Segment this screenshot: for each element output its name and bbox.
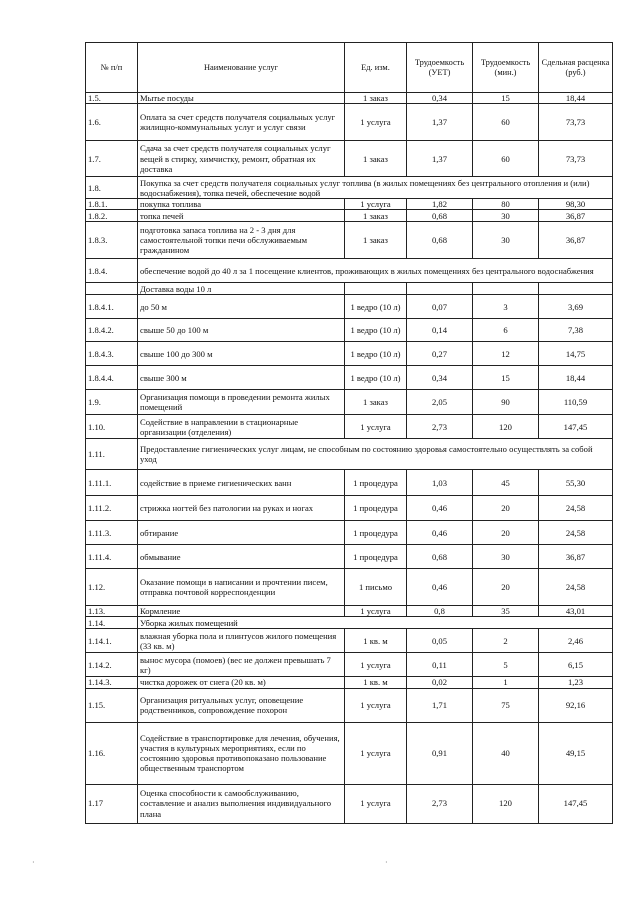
row-price: 36,87 (539, 222, 613, 259)
row-price: 7,38 (539, 319, 613, 342)
row-number: 1.15. (86, 688, 138, 722)
table-row (86, 222, 613, 259)
row-service-name: свыше 50 до 100 м (138, 319, 345, 342)
row-service-name: чистка дорожек от снега (20 кв. м) (138, 677, 345, 688)
row-price: 14,75 (539, 342, 613, 366)
row-unit: 1 заказ (345, 222, 407, 259)
table-row (86, 629, 613, 653)
row-minutes: 30 (473, 545, 539, 569)
row-price: 18,44 (539, 93, 613, 104)
table-row (86, 722, 613, 784)
row-service-name: обмывание (138, 545, 345, 569)
scan-mark: · (385, 858, 388, 867)
row-section-title: Предоставление гигиенических услуг лицам, не способным по состоянию здоровья самостоятельно осуществлять за собой уход (138, 439, 613, 470)
row-unit: 1 услуга (345, 199, 407, 210)
row-minutes: 40 (473, 722, 539, 784)
row-number: 1.9. (86, 390, 138, 415)
table-row (86, 521, 613, 545)
row-minutes: 20 (473, 521, 539, 545)
header-min: Трудоемкость (мин.) (473, 43, 539, 93)
row-uet: 0,05 (407, 629, 473, 653)
row-number: 1.8.4.1. (86, 295, 138, 319)
row-unit: 1 услуга (345, 104, 407, 141)
row-unit: 1 письмо (345, 569, 407, 606)
row-price: 98,30 (539, 199, 613, 210)
table-row (86, 141, 613, 177)
row-uet: 0,68 (407, 210, 473, 222)
row-uet: 2,73 (407, 415, 473, 439)
table-row (86, 283, 613, 295)
row-unit: 1 ведро (10 л) (345, 366, 407, 390)
row-number: 1.11. (86, 439, 138, 470)
table-row (86, 177, 613, 199)
row-price: 18,44 (539, 366, 613, 390)
row-number: 1.8.4.3. (86, 342, 138, 366)
row-price: 1,23 (539, 677, 613, 688)
row-minutes: 120 (473, 784, 539, 823)
row-number: 1.16. (86, 722, 138, 784)
row-number: 1.13. (86, 606, 138, 617)
row-service-name: Мытье посуды (138, 93, 345, 104)
row-number: 1.17 (86, 784, 138, 823)
row-minutes: 20 (473, 569, 539, 606)
row-unit: 1 услуга (345, 722, 407, 784)
row-number: 1.14. (86, 617, 138, 629)
row-uet: 0,14 (407, 319, 473, 342)
row-price: 110,59 (539, 390, 613, 415)
row-uet: 0,02 (407, 677, 473, 688)
table-row (86, 342, 613, 366)
row-service-name: Сдача за счет средств получателя социальных услуг вещей в стирку, химчистку, ремонт, обратная их доставка (138, 141, 345, 177)
row-uet: 0,27 (407, 342, 473, 366)
table-row (86, 295, 613, 319)
row-unit: 1 заказ (345, 210, 407, 222)
row-uet: 1,37 (407, 141, 473, 177)
row-price: 24,58 (539, 496, 613, 521)
row-minutes: 15 (473, 93, 539, 104)
row-unit: 1 ведро (10 л) (345, 319, 407, 342)
row-price: 24,58 (539, 569, 613, 606)
row-unit: 1 заказ (345, 93, 407, 104)
row-minutes: 2 (473, 629, 539, 653)
row-uet: 1,03 (407, 470, 473, 496)
row-section-title: обеспечение водой до 40 л за 1 посещение клиентов, проживающих в жилых помещениях без центрального водоснабжения (138, 259, 613, 283)
header-name: Наименование услуг (138, 43, 345, 93)
row-number: 1.11.3. (86, 521, 138, 545)
row-unit: 1 кв. м (345, 677, 407, 688)
row-uet: 2,73 (407, 784, 473, 823)
row-service-name: содействие в приеме гигиенических ванн (138, 470, 345, 496)
row-number: 1.8.4.4. (86, 366, 138, 390)
row-unit: 1 процедура (345, 496, 407, 521)
table-row (86, 784, 613, 823)
table-row (86, 199, 613, 210)
row-minutes: 6 (473, 319, 539, 342)
row-price: 73,73 (539, 104, 613, 141)
row-uet: 0,46 (407, 521, 473, 545)
row-number: 1.11.1. (86, 470, 138, 496)
row-service-name: Оказание помощи в написании и прочтении писем, отправка почтовой корреспонденции (138, 569, 345, 606)
row-unit: 1 ведро (10 л) (345, 295, 407, 319)
row-minutes: 80 (473, 199, 539, 210)
table-row (86, 606, 613, 617)
row-minutes: 60 (473, 104, 539, 141)
row-number: 1.7. (86, 141, 138, 177)
row-price: 147,45 (539, 784, 613, 823)
header-price: Сдельная расценка (руб.) (539, 43, 613, 93)
row-unit: 1 кв. м (345, 629, 407, 653)
row-minutes: 60 (473, 141, 539, 177)
row-unit: 1 услуга (345, 688, 407, 722)
row-service-name: Доставка воды 10 л (138, 283, 345, 295)
row-price: 92,16 (539, 688, 613, 722)
table-row (86, 677, 613, 688)
row-price: 36,87 (539, 545, 613, 569)
table-row (86, 653, 613, 677)
row-service-name: обтирание (138, 521, 345, 545)
row-minutes (473, 283, 539, 295)
row-uet: 1,82 (407, 199, 473, 210)
table-row (86, 210, 613, 222)
row-price: 3,69 (539, 295, 613, 319)
row-uet: 0,68 (407, 222, 473, 259)
table-row (86, 688, 613, 722)
row-number: 1.12. (86, 569, 138, 606)
row-minutes: 5 (473, 653, 539, 677)
row-service-name: топка печей (138, 210, 345, 222)
row-number: 1.8.1. (86, 199, 138, 210)
row-minutes: 3 (473, 295, 539, 319)
row-price: 36,87 (539, 210, 613, 222)
row-minutes: 120 (473, 415, 539, 439)
row-minutes: 30 (473, 210, 539, 222)
table-row (86, 93, 613, 104)
row-price: 55,30 (539, 470, 613, 496)
row-service-name: Содействие в транспортировке для лечения, обучения, участия в культурных мероприятиях, если по состоянию здоровья противопоказано пользование общественным транспортом (138, 722, 345, 784)
row-price: 6,15 (539, 653, 613, 677)
row-uet: 0,46 (407, 569, 473, 606)
row-minutes: 15 (473, 366, 539, 390)
table-row (86, 439, 613, 470)
row-number: 1.5. (86, 93, 138, 104)
row-number (86, 283, 138, 295)
header-unit: Ед. изм. (345, 43, 407, 93)
row-minutes: 45 (473, 470, 539, 496)
row-service-name: стрижка ногтей без патологии на руках и ногах (138, 496, 345, 521)
row-price: 147,45 (539, 415, 613, 439)
row-unit: 1 услуга (345, 606, 407, 617)
row-service-name: свыше 100 до 300 м (138, 342, 345, 366)
row-unit: 1 заказ (345, 390, 407, 415)
row-number: 1.8.2. (86, 210, 138, 222)
row-number: 1.6. (86, 104, 138, 141)
row-unit: 1 процедура (345, 470, 407, 496)
row-price: 49,15 (539, 722, 613, 784)
row-unit (345, 283, 407, 295)
table-row (86, 366, 613, 390)
header-row (86, 43, 613, 93)
row-uet: 2,05 (407, 390, 473, 415)
row-number: 1.11.2. (86, 496, 138, 521)
row-number: 1.11.4. (86, 545, 138, 569)
table-row (86, 496, 613, 521)
row-unit: 1 процедура (345, 545, 407, 569)
row-number: 1.10. (86, 415, 138, 439)
row-uet (407, 283, 473, 295)
row-uet: 0,8 (407, 606, 473, 617)
row-unit: 1 услуга (345, 415, 407, 439)
row-number: 1.8.4. (86, 259, 138, 283)
row-service-name: вынос мусора (помоев) (вес не должен превышать 7 кг) (138, 653, 345, 677)
row-service-name: до 50 м (138, 295, 345, 319)
scan-mark: · (32, 858, 35, 867)
header-num: № п/п (86, 43, 138, 93)
row-uet: 0,07 (407, 295, 473, 319)
table-row (86, 545, 613, 569)
row-uet: 1,37 (407, 104, 473, 141)
row-price: 73,73 (539, 141, 613, 177)
row-minutes: 1 (473, 677, 539, 688)
row-service-name: Кормление (138, 606, 345, 617)
header-uet: Трудоемкость (УЕТ) (407, 43, 473, 93)
row-uet: 0,68 (407, 545, 473, 569)
row-service-name: влажная уборка пола и плинтусов жилого помещения (33 кв. м) (138, 629, 345, 653)
row-uet: 0,91 (407, 722, 473, 784)
row-section-title: Уборка жилых помещений (138, 617, 613, 629)
row-minutes: 20 (473, 496, 539, 521)
row-service-name: Оплата за счет средств получателя социальных услуг жилищно-коммунальных услуг и услуг связи (138, 104, 345, 141)
row-service-name: свыше 300 м (138, 366, 345, 390)
row-service-name: Организация помощи в проведении ремонта жилых помещений (138, 390, 345, 415)
row-unit: 1 процедура (345, 521, 407, 545)
row-minutes: 12 (473, 342, 539, 366)
row-service-name: подготовка запаса топлива на 2 - 3 дня для самостоятельной топки печи обслуживаемым гражданином (138, 222, 345, 259)
row-minutes: 35 (473, 606, 539, 617)
row-section-title: Покупка за счет средств получателя социальных услуг топлива (в жилых помещениях без центрального отопления и (или) водоснабжения), топка печей, обеспечение водой (138, 177, 613, 199)
row-minutes: 75 (473, 688, 539, 722)
table-row (86, 390, 613, 415)
row-number: 1.8. (86, 177, 138, 199)
row-unit: 1 ведро (10 л) (345, 342, 407, 366)
row-minutes: 90 (473, 390, 539, 415)
table-row (86, 259, 613, 283)
row-unit: 1 услуга (345, 653, 407, 677)
row-number: 1.8.4.2. (86, 319, 138, 342)
row-number: 1.14.3. (86, 677, 138, 688)
row-number: 1.14.1. (86, 629, 138, 653)
row-service-name: Оценка способности к самообслуживанию, составление и анализ выполнения индивидуального плана (138, 784, 345, 823)
row-uet: 0,11 (407, 653, 473, 677)
row-uet: 1,71 (407, 688, 473, 722)
row-price: 24,58 (539, 521, 613, 545)
row-unit: 1 заказ (345, 141, 407, 177)
row-service-name: покупка топлива (138, 199, 345, 210)
row-minutes: 30 (473, 222, 539, 259)
row-service-name: Организация ритуальных услуг, оповещение родственников, сопровождение похорон (138, 688, 345, 722)
table-row (86, 569, 613, 606)
row-number: 1.14.2. (86, 653, 138, 677)
row-uet: 0,34 (407, 93, 473, 104)
row-price (539, 283, 613, 295)
row-uet: 0,46 (407, 496, 473, 521)
row-unit: 1 услуга (345, 784, 407, 823)
row-price: 2,46 (539, 629, 613, 653)
table-row (86, 415, 613, 439)
table-row (86, 104, 613, 141)
table-row (86, 470, 613, 496)
table-row (86, 319, 613, 342)
services-table (85, 42, 613, 824)
row-uet: 0,34 (407, 366, 473, 390)
row-price: 43,01 (539, 606, 613, 617)
table-row (86, 617, 613, 629)
row-number: 1.8.3. (86, 222, 138, 259)
row-service-name: Содействие в направлении в стационарные организации (отделения) (138, 415, 345, 439)
